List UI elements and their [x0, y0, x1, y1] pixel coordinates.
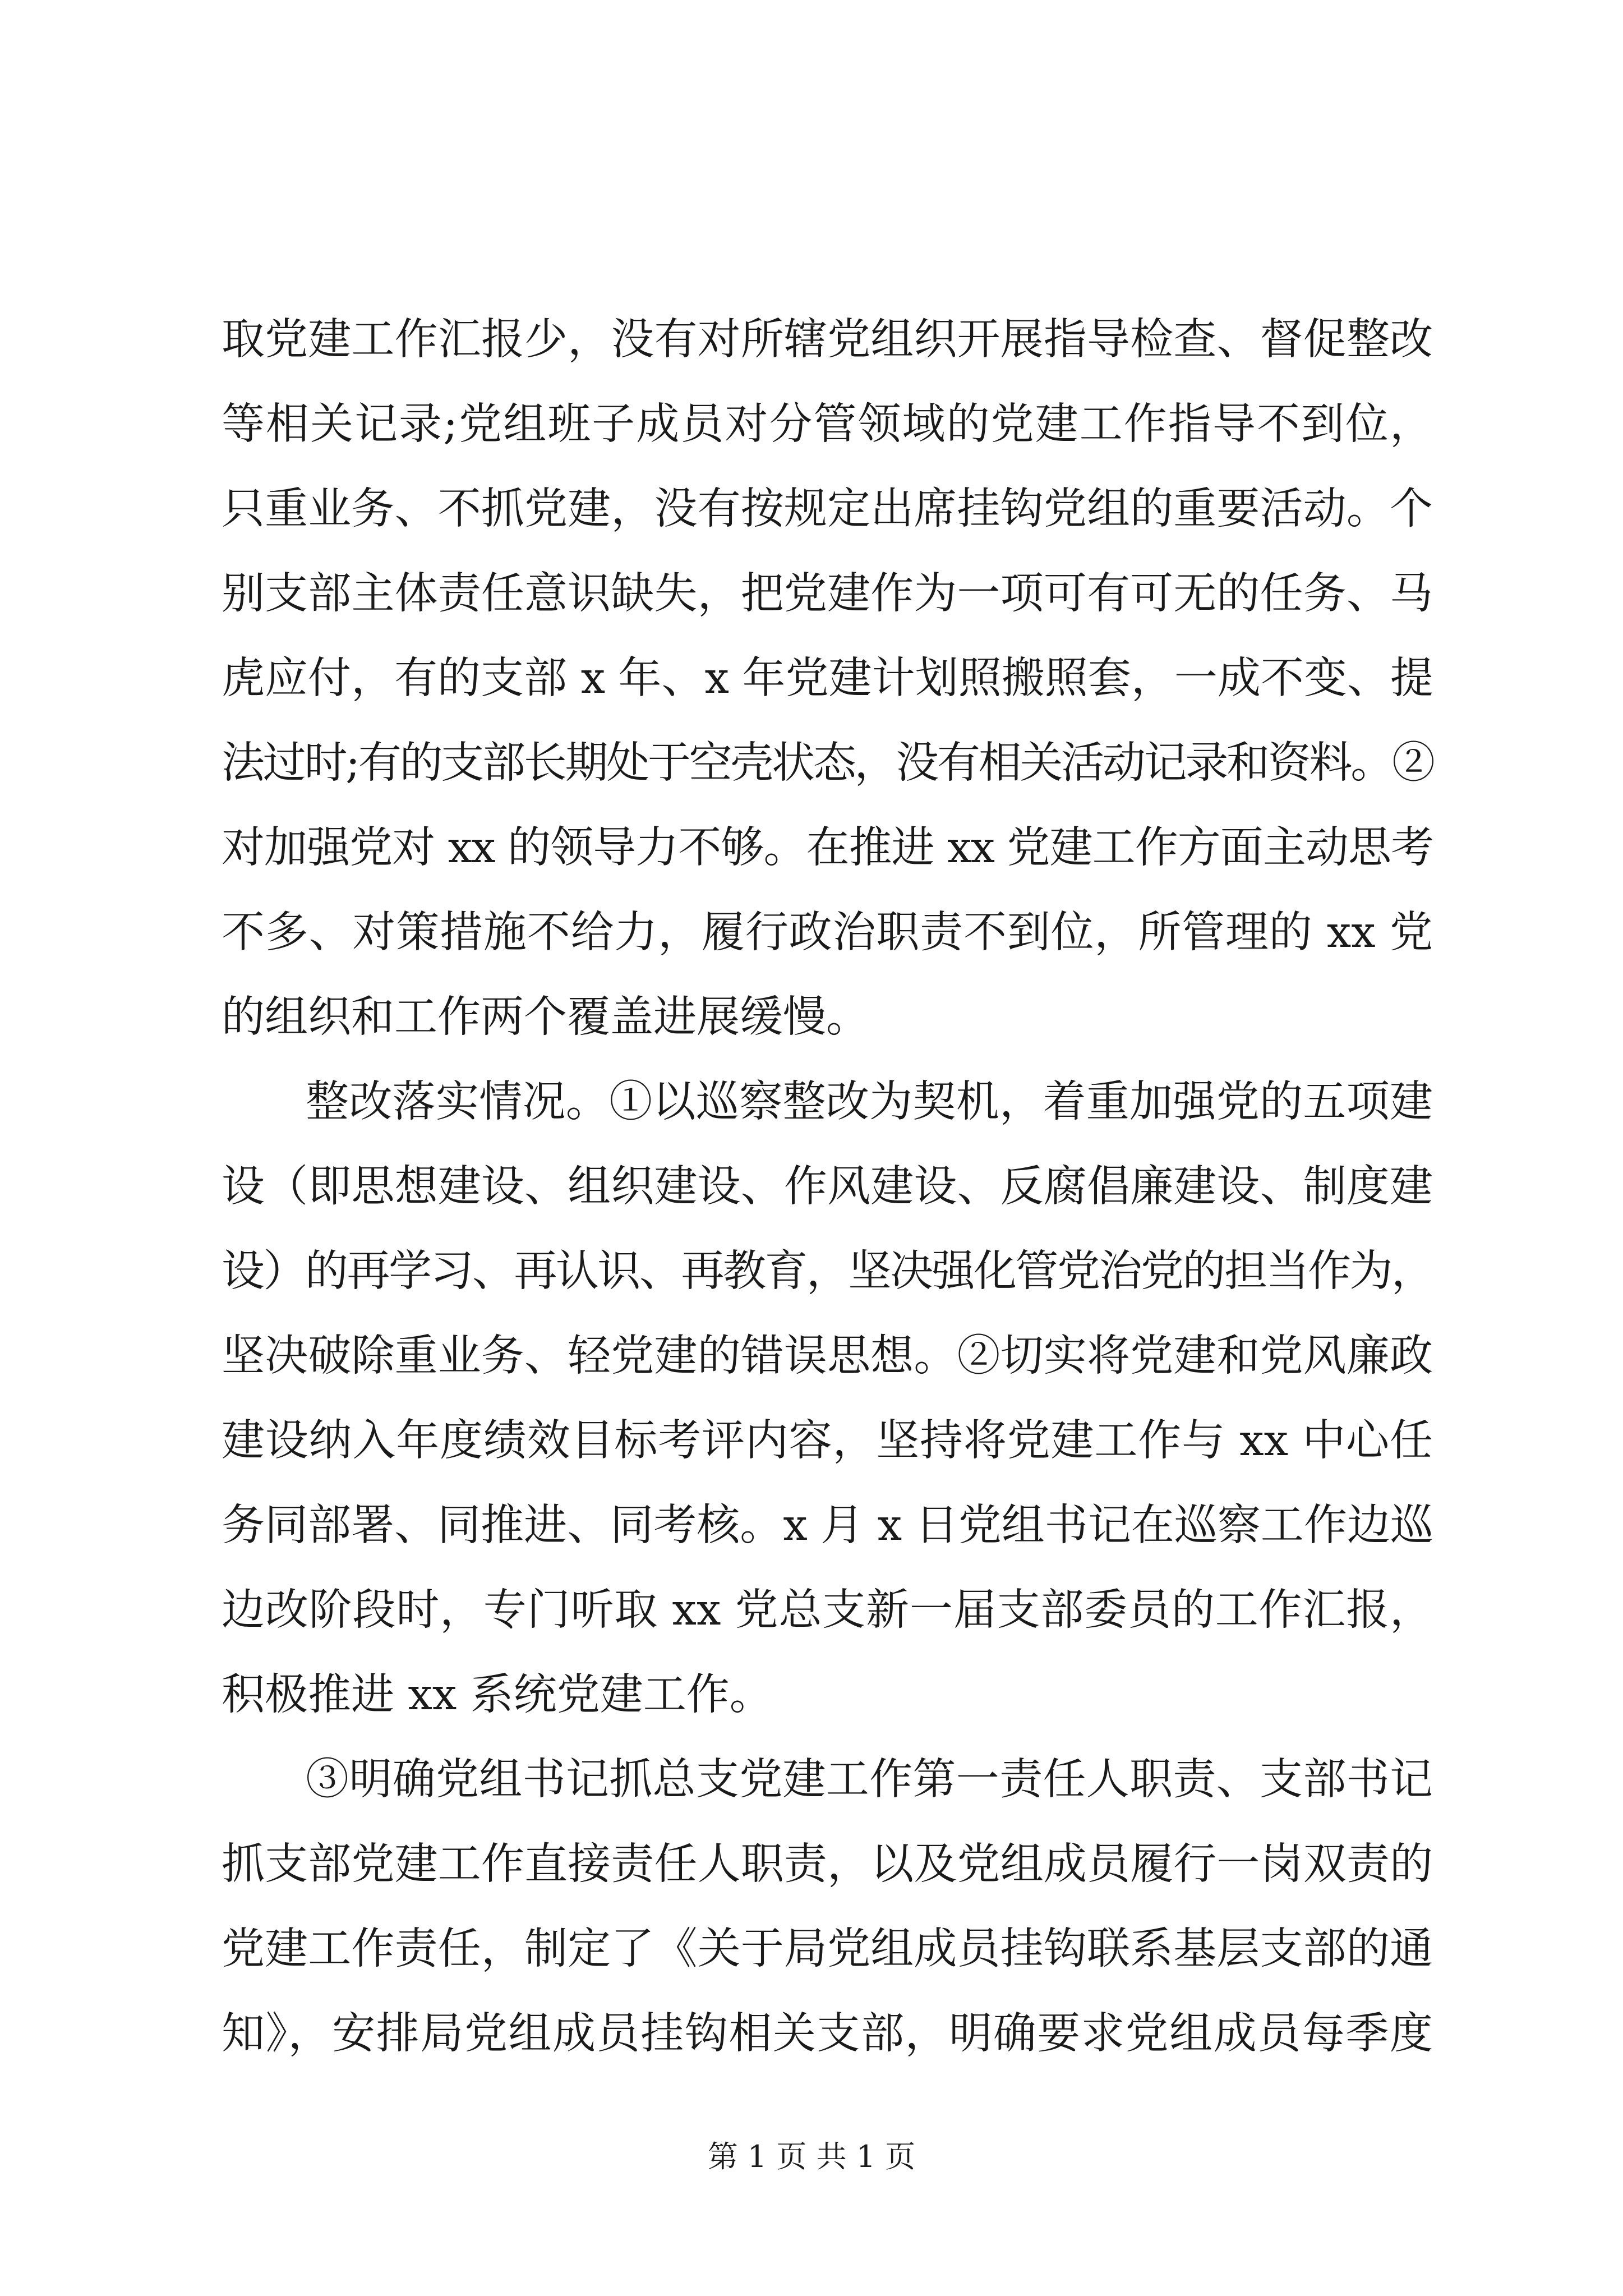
text-line: 整改落实情况。①以巡察整改为契机，着重加强党的五项建: [306, 1077, 1433, 1127]
text-line: 边改阶段时，专门听取 xx 党总支新一届支部委员的工作汇报，: [222, 1585, 1433, 1635]
text-line: 建设纳入年度绩效目标考评内容，坚持将党建工作与 xx 中心任: [222, 1416, 1433, 1466]
page-number-footer: 第 1 页 共 1 页: [707, 2139, 916, 2174]
text-line: 法过时;有的支部长期处于空壳状态，没有相关活动记录和资料。②: [222, 738, 1433, 788]
text-line: 党建工作责任，制定了《关于局党组成员挂钩联系基层支部的通: [222, 1924, 1433, 1974]
text-line: 设（即思想建设、组织建设、作风建设、反腐倡廉建设、制度建: [222, 1162, 1433, 1212]
text-line: 不多、对策措施不给力，履行政治职责不到位，所管理的 xx 党: [222, 908, 1433, 958]
text-line: 虎应付，有的支部 x 年、x 年党建计划照搬照套，一成不变、提: [222, 654, 1433, 703]
text-line: 坚决破除重业务、轻党建的错误思想。②切实将党建和党风廉政: [222, 1331, 1433, 1381]
text-line: 别支部主体责任意识缺失，把党建作为一项可有可无的任务、马: [222, 569, 1433, 619]
text-line: 设）的再学习、再认识、再教育，坚决强化管党治党的担当作为，: [222, 1246, 1433, 1296]
text-line: 知》，安排局党组成员挂钩相关支部，明确要求党组成员每季度: [222, 2009, 1433, 2059]
text-line: ③明确党组书记抓总支党建工作第一责任人职责、支部书记: [306, 1755, 1433, 1805]
paragraph-3: [222, 1737, 1433, 2076]
paragraph-1: [222, 297, 1433, 1060]
text-line: 只重业务、不抓党建，没有按规定出席挂钩党组的重要活动。个: [222, 484, 1433, 534]
text-line: 积极推进 xx 系统党建工作。: [222, 1670, 773, 1720]
text-line: 的组织和工作两个覆盖进展缓慢。: [222, 992, 869, 1042]
text-line: 抓支部党建工作直接责任人职责，以及党组成员履行一岗双责的: [222, 1839, 1433, 1889]
text-line: 等相关记录;党组班子成员对分管领域的党建工作指导不到位，: [222, 399, 1433, 449]
text-line: 取党建工作汇报少，没有对所辖党组织开展指导检查、督促整改: [222, 315, 1433, 365]
text-line: 务同部署、同推进、同考核。x 月 x 日党组书记在巡察工作边巡: [222, 1501, 1433, 1550]
document-body: [222, 297, 1433, 2076]
text-line: 对加强党对 xx 的领导力不够。在推进 xx 党建工作方面主动思考: [222, 823, 1433, 873]
paragraph-2: [222, 1060, 1433, 1737]
